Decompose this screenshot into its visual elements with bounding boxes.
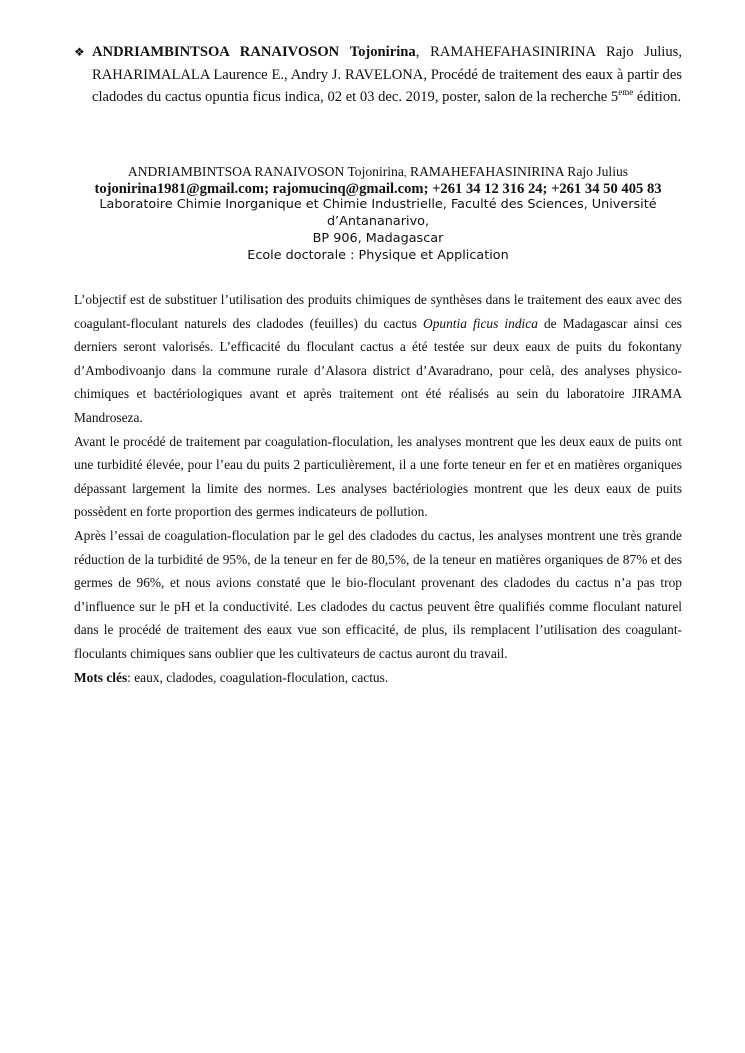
- abstract-paragraph-1: [74, 288, 682, 430]
- author-secondary: RAMAHEFAHASINIRINA Rajo Julius: [406, 164, 629, 179]
- laboratory-line-1: Laboratoire Chimie Inorganique et Chimie Industrielle, Faculté des Sciences, Université: [99, 197, 657, 212]
- author-primary: ANDRIAMBINTSOA RANAIVOSON Tojonirina: [127, 164, 404, 179]
- abstract-p1-end: de Madagascar ainsi ces derniers seront valorisés. L’efficacité du floculant cactus a été testée sur deux eaux de puits du fokontany d’Ambodivoanjo dans la commune rurale d’Alasora district d’Avaradrano, pour celà, des analyses physico-chimiques et bactériologiques avant et après traitement ont été réalisés au sein du laboratoire JIRAMA Mandroseza.: [74, 315, 682, 425]
- contact-line: tojonirina1981@gmail.com; rajomucinq@gmail.com; +261 34 12 316 24; +261 34 50 405 83: [94, 181, 662, 197]
- abstract-paragraph-2: Avant le procédé de traitement par coagulation-floculation, les analyses montrent que les deux eaux de puits ont une turbidité élevée, pour l’eau du puits 2 particulièrement, il a une forte teneur en fer et en matières organiques dépassant largement la limite des normes. Les analyses bactériologies montrent que les deux eaux de puits possèdent en forte proportion des germes indicateurs de pollution.: [74, 433, 682, 520]
- address-line: BP 906, Madagascar: [312, 231, 444, 246]
- reference-text: [92, 41, 682, 109]
- author-separator: ,: [403, 167, 407, 179]
- abstract-p1-start: L’objectif est de substituer l’utilisation des produits chimiques de synthèses dans le traitement des eaux avec des coagulant-floculant naturels des cladodes (feuilles) du cactus: [74, 292, 682, 331]
- reference-body: , RAMAHEFAHASINIRINA Rajo Julius, RAHARIMALALA Laurence E., Andry J. RAVELONA, Procédé de traitement des eaux à partir des cladodes du cactus opuntia ficus indica, 02 et 03 dec. 2019, poster, salon de la recherche 5: [92, 44, 682, 105]
- laboratory-line-2: d’Antananarivo,: [326, 214, 430, 229]
- keywords-label: Mots clés: [74, 669, 128, 685]
- species-name: Opuntia ficus indica: [423, 315, 538, 331]
- laboratory-block: [74, 196, 682, 247]
- keywords: [74, 666, 682, 690]
- reference-lead-author: ANDRIAMBINTSOA RANAIVOSON Tojonirina: [92, 44, 416, 60]
- keywords-list: : eaux, cladodes, coagulation-floculation, cactus.: [127, 669, 389, 685]
- reference-edition: édition.: [633, 89, 682, 105]
- reference-entry: [74, 41, 682, 109]
- abstract: [74, 288, 682, 689]
- doctoral-school: Ecole doctorale : Physique et Application: [247, 248, 509, 263]
- abstract-paragraph-3: Après l’essai de coagulation-floculation par le gel des cladodes du cactus, les analyses montrent une très grande réduction de la turbidité de 95%, de la teneur en fer de 80,5%, de la teneur en matières organiques de 87% et des germes de 96%, et nous avions constaté que le bio-floculant provenant des cladodes du cactus n’a pas trop d’influence sur le pH et la conductivité. Les cladodes du cactus peuvent être qualifiés comme floculant naturel dans le procédé de traitement des eaux vue son efficacité, de plus, ils remplacent l’utilisation des coagulant-floculants chimiques sans oublier que les cultivateurs de cactus auront du travail.: [74, 527, 682, 661]
- diamond-bullet-icon: ❖: [74, 45, 85, 59]
- edition-superscript: eme: [618, 87, 634, 97]
